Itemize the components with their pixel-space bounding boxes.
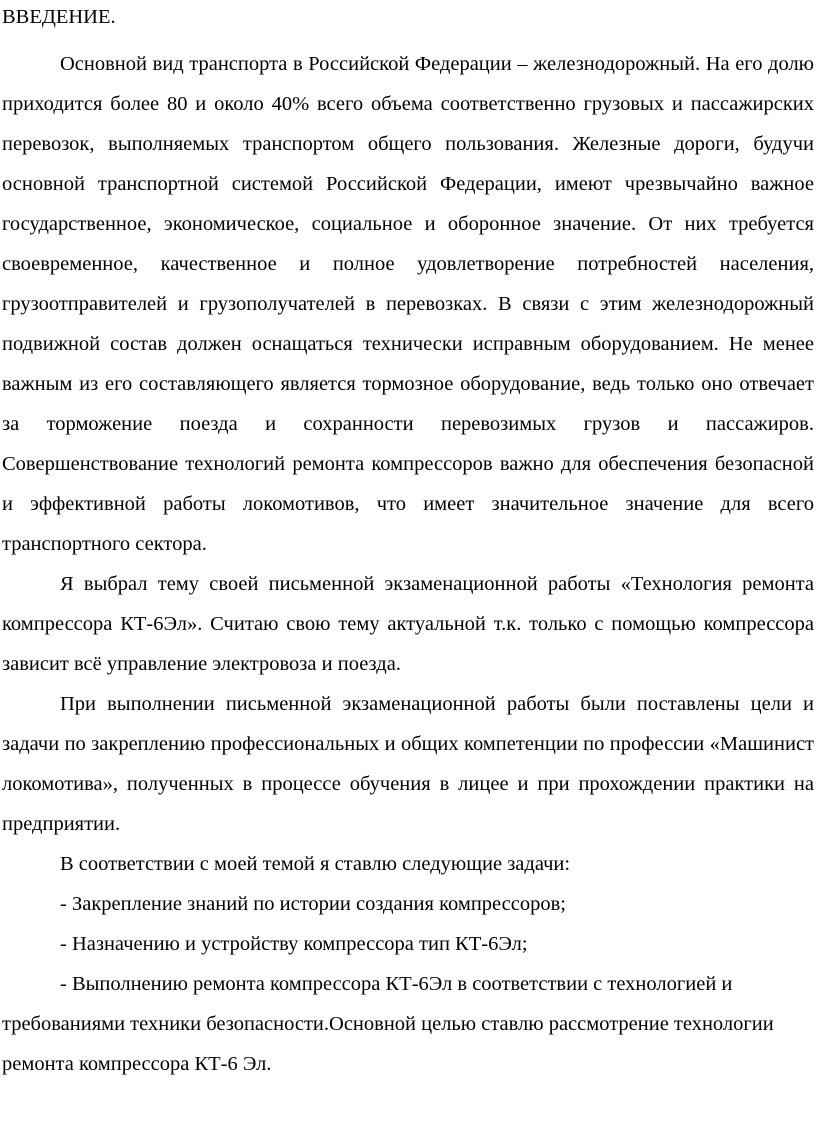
document-page (2, 0, 814, 1084)
task-item-repair: - Выполнению ремонта компрессора КТ-6Эл в соответствии с технологией и требованиями техники безопасности.Основной целью ставлю рассмотрение технологии ремонта компрессора КТ-6 Эл. (2, 973, 774, 1075)
topic-paragraph: Я выбрал тему своей письменной экзаменационной работы «Технология ремонта компрессора КТ-6Эл». Считаю свою тему актуальной т.к. только с помощью компрессора зависит всё управление электровоза и поезда. (2, 573, 814, 675)
goals-paragraph: При выполнении письменной экзаменационной работы были поставлены цели и задачи по закреплению профессиональных и общих компетенции по профессии «Машинист локомотива», полученных в процессе обучения в лицее и при прохождении практики на предприятии. (2, 693, 814, 835)
document-heading: ВВЕДЕНИЕ. (2, 6, 116, 28)
task-item-history: - Закрепление знаний по истории создания компрессоров; (60, 893, 566, 915)
task-list (2, 884, 814, 1084)
intro-paragraph: Основной вид транспорта в Российской Федерации – железнодорожный. На его долю приходится более 80 и около 40% всего объема соответственно грузовых и пассажирских перевозок, выполняемых транспортом общего пользования. Железные дороги, будучи основной транспортной системой Российской Федерации, имеют чрезвычайно важное государственное, экономическое, социальное и оборонное значение. От них требуется своевременное, качественное и полное удовлетворение потребностей населения, грузоотправителей и грузополучателей в перевозках. В связи с этим железнодорожный подвижной состав должен оснащаться технически исправным оборудованием. Не менее важным из его составляющего является тормозное оборудование, ведь только оно отвечает за торможение поезда и сохранности перевозимых грузов и пассажиров. Совершенствование технологий ремонта компрессоров важно для обеспечения безопасной и эффективной работы локомотивов, что имеет значительное значение для всего транспортного сектора. (2, 53, 814, 555)
task-item-design: - Назначению и устройству компрессора тип КТ-6Эл; (60, 933, 528, 955)
tasks-intro-paragraph: В соответствии с моей темой я ставлю следующие задачи: (60, 853, 571, 875)
